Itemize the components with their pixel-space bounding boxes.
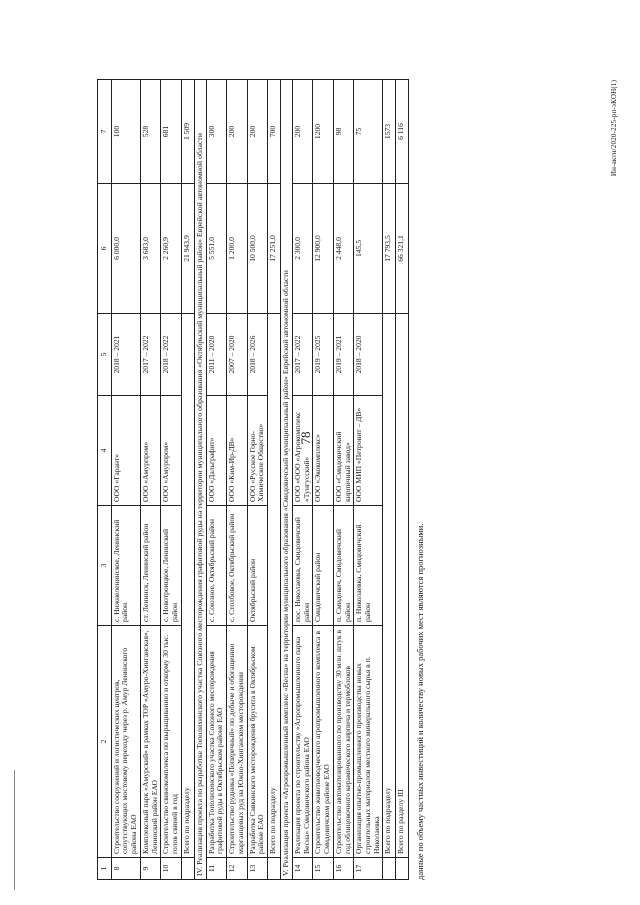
table-cell: 11 — [206, 858, 226, 880]
table-cell: Строительство рудника «Поперечный» по добыче и обогащению марганцевых руд на Южно-Хинганском месторождении — [227, 626, 247, 858]
table-cell: ООО «Амурпром» — [140, 396, 160, 506]
table-cell: 98 — [333, 80, 353, 184]
table-cell: 145,5 — [354, 184, 383, 314]
table-cell: 2 260,9 — [161, 184, 181, 314]
table-cell: 200 — [247, 80, 267, 184]
table-cell: ООО «Дальграфит» — [206, 396, 226, 506]
footnote: данные по объему частных инвестиций и количеству новых рабочих мест являются прогнозными. — [415, 523, 426, 880]
subtotal-investment: 17 251,0 — [268, 184, 281, 314]
table-cell: Организация опытно-промышленного производства новых строительных материалов местного минерального сырья в п. Николаевка — [354, 626, 383, 858]
table-cell: 9 — [140, 858, 160, 880]
table-cell: 2017 – 2022 — [140, 314, 160, 396]
table-cell: 14 — [292, 858, 312, 880]
table-cell: 2018 – 2026 — [247, 314, 267, 396]
subtotal-investment: 17 793,5 — [383, 184, 396, 314]
table-cell: 2 448,0 — [333, 184, 353, 314]
table-cell: ООО «Смидовичский кирпичный завод» — [333, 396, 353, 506]
table-cell: пос. Николаевка, Смидовичский район — [292, 506, 312, 626]
table-cell: 2018 – 2020 — [354, 314, 383, 396]
header-cell: 4 — [98, 396, 112, 506]
table-row — [161, 80, 181, 880]
empty-cell — [181, 858, 194, 880]
header-cell: 6 — [98, 184, 112, 314]
table-cell: с. Новотроицкое, Ленинский район — [161, 506, 181, 626]
subtotal-row — [383, 80, 396, 880]
table-row — [313, 80, 333, 880]
table-cell: 2007 – 2020 — [227, 314, 247, 396]
table-cell: 2018 – 2022 — [161, 314, 181, 396]
investment-projects-table — [97, 79, 409, 880]
subtotal-row — [181, 80, 194, 880]
table-header-row — [98, 80, 112, 880]
subtotal-jobs: 6 116 — [396, 80, 409, 184]
table-cell: 10 — [161, 858, 181, 880]
document-reference: Ин-актн/2020-225-рп-эКОН(1) — [610, 79, 618, 177]
subtotal-label: Всего по подразделу — [383, 314, 396, 858]
header-cell: 1 — [98, 858, 112, 880]
subtotal-label: Всего по разделу III — [396, 314, 409, 858]
table-cell: 2011 – 2020 — [206, 314, 226, 396]
table-cell: Строительство сооружений и логистических центров, сопутствующих мостовому переходу через р. Амур Ленинского района ЕАО — [111, 626, 140, 858]
table-row — [140, 80, 160, 880]
table-row — [111, 80, 140, 880]
table-row — [333, 80, 353, 880]
subtotal-jobs: 700 — [268, 80, 281, 184]
table-cell: 100 — [111, 80, 140, 184]
table-cell: 12 — [227, 858, 247, 880]
table-cell: 17 — [354, 858, 383, 880]
table-cell: 15 — [313, 858, 333, 880]
table-cell: ООО «ООО «Агрокомплекс «Тунгусский» — [292, 396, 312, 506]
table-cell: ООО «Ким-Ир-ДВ» — [227, 396, 247, 506]
section-row — [194, 80, 206, 880]
table-cell: п. Смидович, Смидовичский район — [333, 506, 353, 626]
table-cell: 2 300,0 — [292, 184, 312, 314]
table-cell: ООО «Русское Горно-Химическое Общество» — [247, 396, 267, 506]
table-cell: ООО МИП «Петровит – ДВ» — [354, 396, 383, 506]
subtotal-row — [268, 80, 281, 880]
table-cell: 3 683,0 — [140, 184, 160, 314]
table-cell: ООО «Амурпром» — [161, 396, 181, 506]
table-cell: с. Союзное, Октябрьский район — [206, 506, 226, 626]
table-cell: Смидовичский район — [313, 506, 333, 626]
table-cell: 1 200,0 — [227, 184, 247, 314]
table-cell: 681 — [161, 80, 181, 184]
table-row — [227, 80, 247, 880]
table-cell: ООО «Экокомплекс» — [313, 396, 333, 506]
table-cell: 2019 – 2021 — [333, 314, 353, 396]
table-cell: Строительство свинокомплекса по выращиванию и откорму 30 тыс. голов свиней в год — [161, 626, 181, 858]
table-cell: Строительство животноводческого агропромышленного комплекса в Смидовичском районе ЕАО — [313, 626, 333, 858]
table-cell: 75 — [354, 80, 383, 184]
header-cell: 5 — [98, 314, 112, 396]
section-row — [281, 80, 293, 880]
table-cell: 10 500,0 — [247, 184, 267, 314]
section-title: IV. Реализация проекта по разработке Тополихинского участка Союзного месторождения графитовой руды на территории муниципального образования «Октябрьский муниципальный район» Еврейской автономной области — [194, 80, 206, 880]
header-cell: 3 — [98, 506, 112, 626]
section-title: V. Реализация проекта «Агропромышленный комплекс «Весна» на территории муниципального образования «Смидовичский муниципальный район» Еврейской автономной области — [281, 80, 293, 880]
table-cell: Разработка Савкинского месторождения брусита в Октябрьском районе ЕАО — [247, 626, 267, 858]
empty-cell — [396, 858, 409, 880]
rotated-page-content — [97, 80, 567, 880]
table-cell: Реализация проекта по строительству «Агропромышленного парка Весна» Смидовичского района ЕАО — [292, 626, 312, 858]
empty-cell — [268, 858, 281, 880]
table-cell: Строительство автоматизированного по производству 30 млн. штук в год облицовочного керамического кирпича и термоблоков — [333, 626, 353, 858]
subtotal-label: Всего по подразделу — [181, 314, 194, 858]
table-cell: Комплексный парк «Амурский» в рамках ТОР «Амуро-Хинганская», Ленинский район ЕАО — [140, 626, 160, 858]
table-cell: 8 — [111, 858, 140, 880]
empty-cell — [383, 858, 396, 880]
header-cell: 2 — [98, 626, 112, 858]
subtotal-investment: 21 943,9 — [181, 184, 194, 314]
table-cell: с. Столбовое, Октябрьский район — [227, 506, 247, 626]
table-cell: 5 551,0 — [206, 184, 226, 314]
table-row — [292, 80, 312, 880]
table-cell: 528 — [140, 80, 160, 184]
table-cell: с. Нижнеленинское, Ленинский район — [111, 506, 140, 626]
table-cell: ООО «Гарант» — [111, 396, 140, 506]
table-cell: 12 900,0 — [313, 184, 333, 314]
table-row — [247, 80, 267, 880]
subtotal-jobs: 1573 — [383, 80, 396, 184]
subtotal-jobs: 1 509 — [181, 80, 194, 184]
table-cell: 16 — [333, 858, 353, 880]
table-cell: ст. Ленинск, Ленинский район — [140, 506, 160, 626]
subtotal-row — [396, 80, 409, 880]
table-cell: п. Николаевка, Смидовичский район — [354, 506, 383, 626]
table-cell: 200 — [292, 80, 312, 184]
table-cell: 200 — [227, 80, 247, 184]
table-cell: Разработка Тополихинского участка Союзного месторождения графитовой руды в Октябрьском районе ЕАО — [206, 626, 226, 858]
table-row — [354, 80, 383, 880]
table-cell: Октябрьский район — [247, 506, 267, 626]
table-row — [206, 80, 226, 880]
margin-mark — [14, 770, 15, 890]
table-cell: 1200 — [313, 80, 333, 184]
table-cell: 300 — [206, 80, 226, 184]
table-cell: 2018 – 2021 — [111, 314, 140, 396]
subtotal-label: Всего по подразделу — [268, 314, 281, 858]
header-cell: 7 — [98, 80, 112, 184]
table-cell: 13 — [247, 858, 267, 880]
subtotal-investment: 66 321,1 — [396, 184, 409, 314]
table-cell: 2017 – 2022 — [292, 314, 312, 396]
page-number: 78 — [298, 431, 313, 445]
table-cell: 6 000,0 — [111, 184, 140, 314]
table-cell: 2019 – 2025 — [313, 314, 333, 396]
